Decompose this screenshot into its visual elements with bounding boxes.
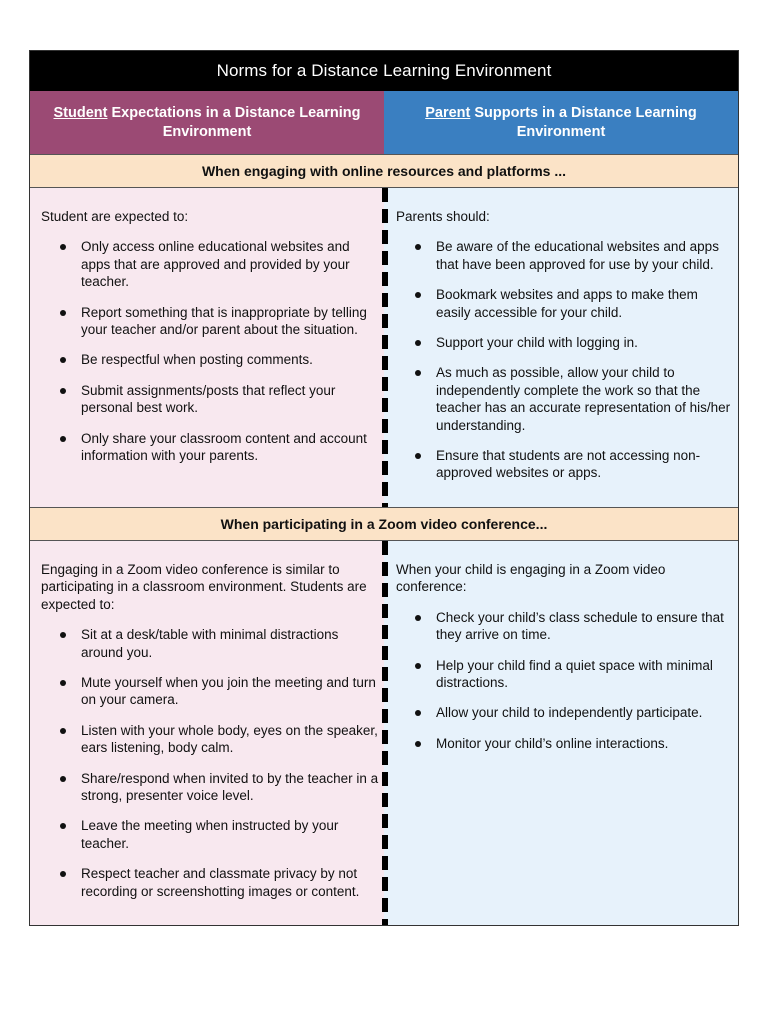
parent-supports-online bbox=[384, 188, 738, 507]
list-item: Support your child with logging in. bbox=[436, 334, 732, 351]
section-content-zoom bbox=[30, 541, 738, 925]
student-column-header bbox=[30, 91, 384, 154]
list-item: Bookmark websites and apps to make them easily accessible for your child. bbox=[436, 286, 732, 321]
list-item: Share/respond when invited to by the teacher in a strong, presenter voice level. bbox=[81, 770, 379, 803]
section-heading-zoom: When participating in a Zoom video conference... bbox=[30, 507, 738, 541]
list-item: Listen with your whole body, eyes on the speaker, ears listening, body calm. bbox=[81, 722, 380, 757]
student-intro: Engaging in a Zoom video conference is similar to participating in a classroom environment. Students are expected to: bbox=[41, 561, 367, 612]
parent-intro: Parents should: bbox=[396, 209, 490, 224]
student-expectations-online bbox=[30, 188, 384, 507]
list-item: Help your child find a quiet space with minimal distractions. bbox=[436, 657, 732, 692]
parent-intro: When your child is engaging in a Zoom video conference: bbox=[396, 561, 666, 595]
section-heading-online-resources: When engaging with online resources and platforms ... bbox=[30, 154, 738, 188]
list-item: Only access online educational websites and apps that are approved and provided by your teacher. bbox=[81, 238, 380, 290]
list-item: Respect teacher and classmate privacy by not recording or screenshotting images or content. bbox=[81, 865, 380, 900]
parent-list bbox=[396, 238, 732, 481]
parent-header-underlined: Parent bbox=[425, 104, 471, 121]
column-divider bbox=[382, 188, 388, 507]
parent-header-text: Supports in a Distance Learning Environment bbox=[474, 104, 697, 140]
document-title: Norms for a Distance Learning Environment bbox=[30, 51, 738, 91]
parent-column-header bbox=[384, 91, 738, 154]
list-item: Sit at a desk/table with minimal distractions around you. bbox=[81, 626, 380, 661]
student-list bbox=[41, 626, 380, 900]
list-item: Allow your child to independently participate. bbox=[436, 704, 732, 721]
list-item: Ensure that students are not accessing non-approved websites or apps. bbox=[436, 447, 732, 482]
student-expectations-zoom bbox=[30, 541, 384, 925]
list-item: Submit assignments/posts that reflect your personal best work. bbox=[81, 382, 380, 417]
student-list bbox=[41, 238, 380, 464]
list-item: Be respectful when posting comments. bbox=[81, 351, 380, 368]
list-item: Leave the meeting when instructed by your teacher. bbox=[81, 817, 380, 852]
column-headers bbox=[30, 91, 738, 154]
list-item: Check your child’s class schedule to ensure that they arrive on time. bbox=[436, 609, 732, 644]
parent-supports-zoom bbox=[384, 541, 738, 925]
list-item: Only share your classroom content and account information with your parents. bbox=[81, 430, 380, 465]
list-item: Monitor your child’s online interactions. bbox=[436, 735, 732, 752]
column-divider bbox=[382, 541, 388, 925]
student-header-underlined: Student bbox=[53, 104, 108, 121]
parent-list bbox=[396, 609, 732, 752]
list-item: Report something that is inappropriate by telling your teacher and/or parent about the situation. bbox=[81, 304, 380, 339]
list-item: Mute yourself when you join the meeting and turn on your camera. bbox=[81, 674, 380, 709]
student-intro: Student are expected to: bbox=[41, 209, 189, 224]
student-header-text: Expectations in a Distance Learning Environment bbox=[111, 104, 361, 140]
list-item: Be aware of the educational websites and apps that have been approved for use by your child. bbox=[436, 238, 732, 273]
norms-table bbox=[29, 50, 739, 926]
list-item: As much as possible, allow your child to independently complete the work so that the teacher has an accurate representation of his/her understanding. bbox=[436, 365, 731, 433]
section-content-online-resources bbox=[30, 188, 738, 507]
